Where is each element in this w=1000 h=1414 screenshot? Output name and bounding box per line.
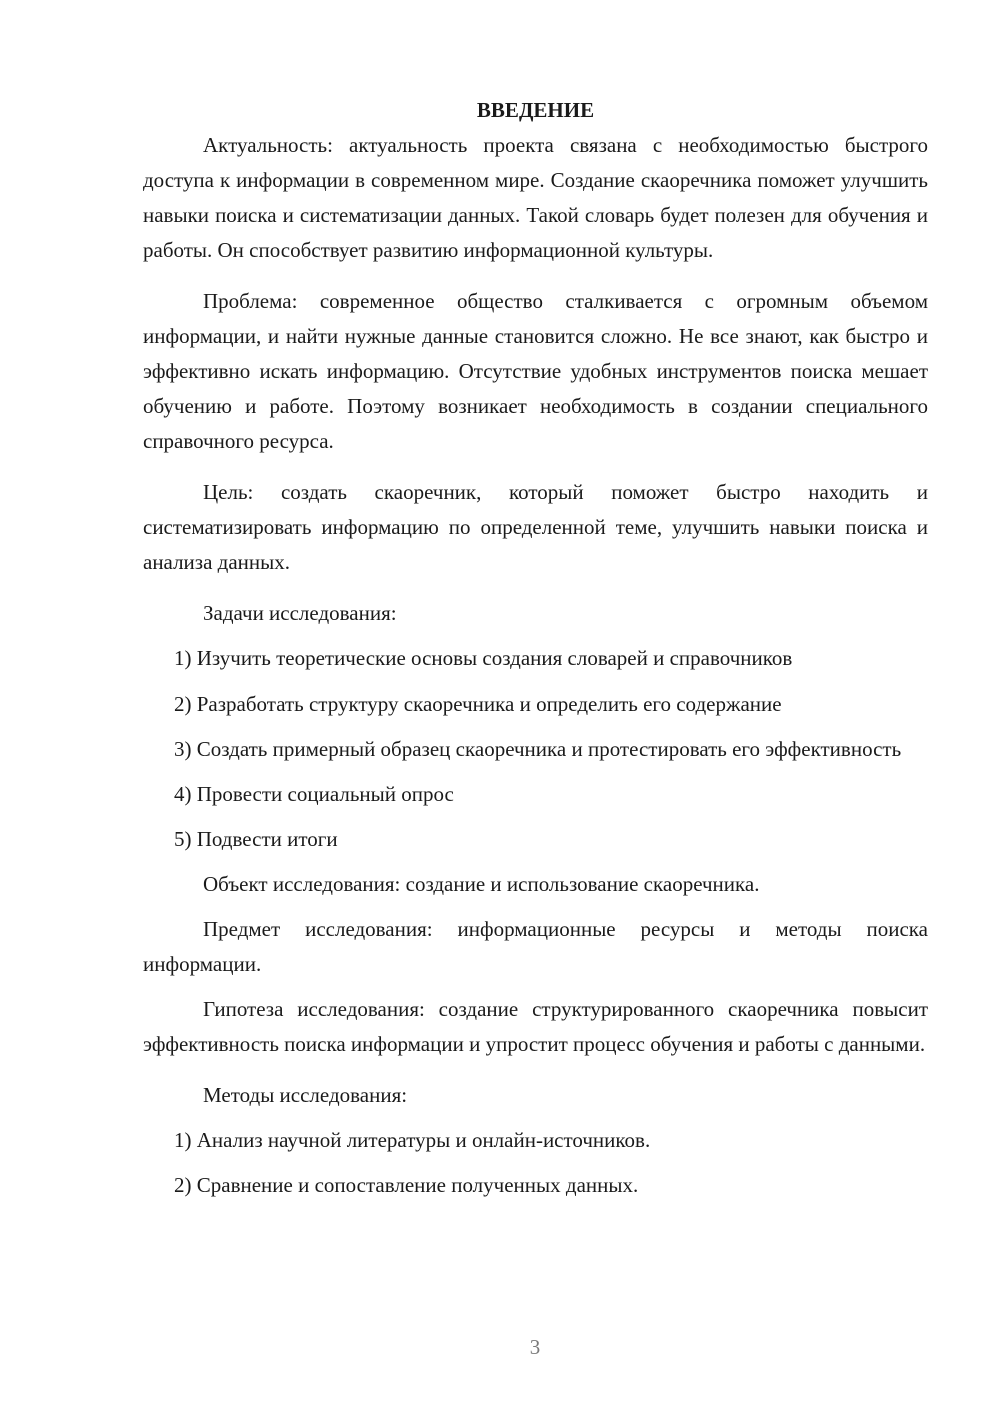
methods-heading: Методы исследования: [203,1083,408,1107]
task-item: 5) Подвести итоги [174,827,338,851]
page-number: 3 [529,1335,541,1359]
method-item: 1) Анализ научной литературы и онлайн-источников. [174,1128,651,1152]
task-item: 4) Провести социальный опрос [174,782,454,806]
paragraph-object: Объект исследования: создание и использование скаоречника. [203,872,760,896]
task-item: 2) Разработать структуру скаоречника и определить его содержание [174,692,782,716]
paragraph-goal: Цель: создать скаоречник, который поможет быстро находить и систематизировать информацию по определенной теме, улучшить навыки поиска и анализа данных. [143,480,928,574]
paragraph-subject: Предмет исследования: информационные ресурсы и методы поиска информации. [143,917,928,976]
paragraph-hypothesis: Гипотеза исследования: создание структурированного скаоречника повысит эффективность поиска информации и упростит процесс обучения и работы с данными. [143,997,928,1056]
task-item: 3) Создать примерный образец скаоречника и протестировать его эффективность [174,737,902,761]
task-item: 1) Изучить теоретические основы создания словарей и справочников [174,646,793,670]
tasks-heading: Задачи исследования: [203,601,397,625]
paragraph-problem: Проблема: современное общество сталкивается с огромным объемом информации, и найти нужные данные становится сложно. Не все знают, как быстро и эффективно искать информацию. Отсутствие удобных инструментов поиска мешает обучению и работе. Поэтому возникает необходимость в создании специального справочного ресурса. [143,289,928,453]
page-content [143,93,928,1203]
page-title: ВВЕДЕНИЕ [476,98,595,122]
method-item: 2) Сравнение и сопоставление полученных данных. [174,1173,639,1197]
paragraph-relevance: Актуальность: актуальность проекта связана с необходимостью быстрого доступа к информации в современном мире. Создание скаоречника поможет улучшить навыки поиска и систематизации данных. Такой словарь будет полезен для обучения и работы. Он способствует развитию информационной культуры. [143,133,928,262]
